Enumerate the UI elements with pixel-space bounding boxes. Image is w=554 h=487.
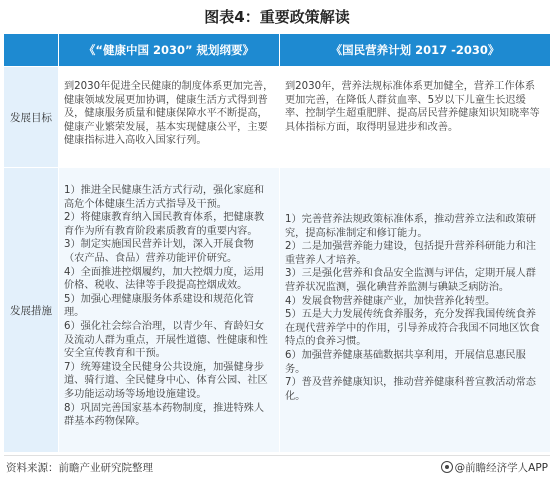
measures-health-china-cell (59, 168, 279, 452)
measure-item: 2）二是加强营养能力建设，包括提升营养科研能力和注重营养人才培养。 (285, 241, 536, 266)
measure-item: 4）全面推进控烟履约，加大控烟力度，运用价格、税收、法律等手段提高控烟成效。 (64, 266, 265, 292)
measure-item: 4）发展食物营养健康产业，加快营养化转型。 (285, 295, 496, 307)
goals-nutrition-cell (280, 67, 550, 167)
footer-divider (4, 455, 550, 456)
footer (6, 458, 548, 478)
measure-item: 3）三是强化营养和食品安全监测与评估，定期开展人群营养状况监测，强化碘营养监测与碘缺乏病防治。 (285, 268, 536, 293)
measure-item: 3）制定实施国民营养计划，深入开展食物（农产品、食品）营养功能评价研究。 (64, 239, 254, 264)
measure-item: 5）五是大力发展传统食养服务，充分发挥我国传统食养在现代营养学中的作用，引导养成符合我国不同地区饮食特点的食养习惯。 (285, 309, 540, 348)
figure-title: 图表4：重要政策解读 (204, 8, 350, 26)
row-label-goals: 发展目标 (4, 67, 58, 167)
table-row-measures (4, 168, 550, 452)
header-health-china-2030: 《“健康中国 2030” 规划纲要》 (59, 34, 279, 66)
measure-item: 8）巩固完善国家基本药物制度，推进特殊人群基本药物保障。 (64, 402, 265, 428)
header-national-nutrition-plan: 《国民营养计划 2017 -2030》 (280, 34, 550, 66)
goals-health-china-text: 到2030年促进全民健康的制度体系更加完善，健康领域发展更加协调，健康生活方式得到普及，健康服务质量和健康保障水平不断提高，健康产业繁荣发展，基本实现健康公平，主要健康指标进入高收入国家行列。 (64, 81, 274, 147)
measure-item: 6）强化社会综合治理，以青少年、育龄妇女及流动人群为重点，开展性道德、性健康和性安全宣传教育和干预。 (64, 320, 268, 360)
measure-item: 7）统筹建设全民健身公共设施，加强健身步道、骑行道、全民健身中心、体育公园、社区多功能运动场等场地设施建设。 (64, 361, 268, 400)
brand-label: @前瞻经济学人APP (454, 462, 548, 474)
policy-table (4, 34, 550, 452)
table-header-row (4, 34, 550, 66)
goals-health-china-cell (59, 67, 279, 167)
measure-item: 6）加强营养健康基础数据共享利用，开展信息惠民服务。 (285, 349, 526, 375)
goals-nutrition-text: 到2030年，营养法规标准体系更加健全，营养工作体系更加完善，在降低人群贫血率、5岁以下儿童生长迟缓率、控制学生超重肥胖、提高居民营养健康知识知晓率等具体指标方面，取得明显进步和改善。 (285, 81, 540, 133)
brand-credit (441, 460, 548, 475)
measure-item: 2）将健康教育纳入国民教育体系，把健康教育作为所有教育阶段素质教育的重要内容。 (64, 212, 265, 237)
measure-item: 5）加强心理健康服务体系建设和规范化管理。 (64, 293, 254, 319)
measure-item: 1）推进全民健康生活方式行动，强化家庭和高危个体健康生活方式指导及干预。 (64, 185, 265, 210)
header-corner-cell (4, 34, 58, 66)
qianzhan-logo-icon (441, 461, 453, 473)
row-label-measures: 发展措施 (4, 168, 58, 452)
measures-nutrition-cell (280, 168, 550, 452)
source-note: 资料来源：前瞻产业研究院整理 (6, 462, 153, 474)
measure-item: 1）完善营养法规政策标准体系，推动营养立法和政策研究，提高标准制定和修订能力。 (285, 214, 536, 239)
measure-item: 7）普及营养健康知识，推动营养健康科普宣教活动常态化。 (285, 377, 536, 402)
table-row-goals (4, 67, 550, 167)
